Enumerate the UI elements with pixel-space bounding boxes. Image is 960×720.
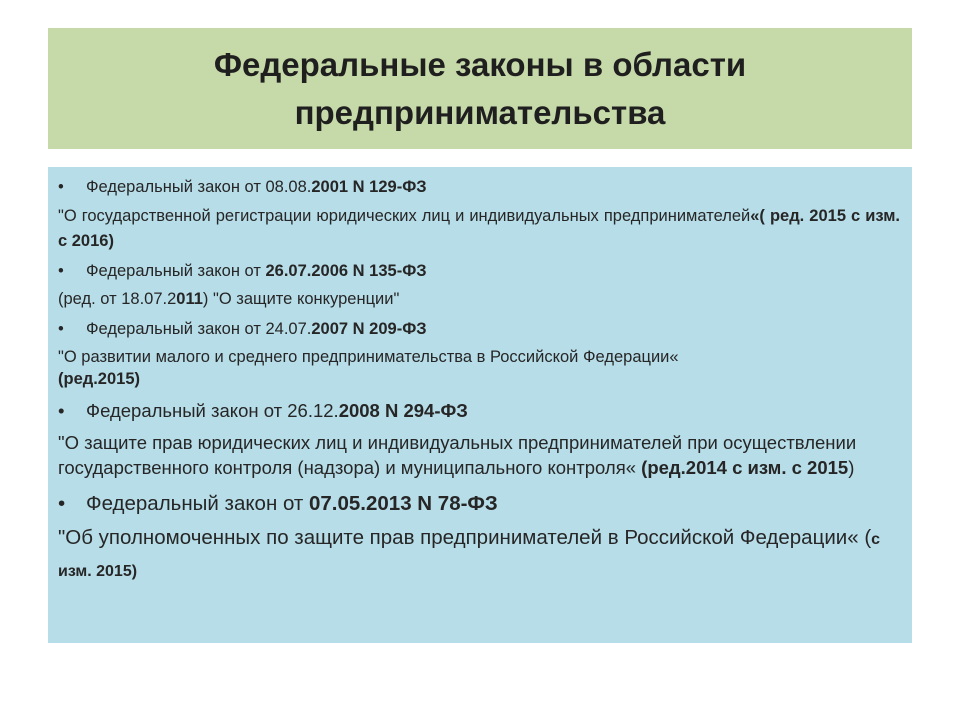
laws-list (48, 167, 912, 643)
law-heading (58, 318, 900, 340)
law-number: 2007 N 209-ФЗ (311, 320, 427, 338)
law-heading (58, 260, 900, 282)
bullet-icon: • (58, 400, 65, 421)
law-heading (58, 489, 900, 519)
law-description: (ред. от 18.07.2011) "О защите конкуренции" (58, 290, 400, 308)
slide-title: Федеральные законы в области предпринимательства (213, 45, 747, 131)
law-description: "О защите прав юридических лиц и индивидуальных предпринимателей при осуществлении государственного контроля (надзора) и муниципального контроля« (ред.2014 с изм. с 2015) (58, 432, 857, 478)
law-entry (58, 489, 900, 587)
law-number: 2008 N 294-ФЗ (338, 400, 468, 421)
law-prefix: Федеральный закон от (86, 492, 309, 515)
law-description: "О развитии малого и среднего предпринимательства в Российской Федерации« (ред.2015) (58, 348, 679, 388)
law-edition: с изм. 2015) (58, 531, 881, 580)
bullet-icon: • (58, 178, 64, 196)
law-edition: 011 (176, 290, 203, 308)
title-band (48, 28, 912, 149)
law-edition: (ред.2015) (58, 370, 141, 388)
law-entry (58, 318, 900, 390)
law-prefix: Федеральный закон от 08.08. (86, 178, 312, 196)
law-description: "Об уполномоченных по защите прав предпринимателей в Российской Федерации« (с изм. 2015) (58, 526, 881, 580)
law-heading (58, 398, 900, 423)
law-entry (58, 398, 900, 480)
law-edition: (ред.2014 с изм. с 2015 (636, 457, 849, 478)
law-number: 07.05.2013 N 78-ФЗ (309, 492, 498, 515)
law-entry (58, 260, 900, 310)
bullet-icon: • (58, 320, 64, 338)
law-prefix: Федеральный закон от 26.12. (86, 400, 339, 421)
law-prefix: Федеральный закон от (86, 262, 266, 280)
law-number: 26.07.2006 N 135-ФЗ (265, 262, 427, 280)
bullet-icon: • (58, 262, 64, 280)
law-edition: «( ред. 2015 с изм. с 2016) (58, 207, 900, 250)
law-heading (58, 176, 900, 198)
law-description: "О государственной регистрации юридических лиц и индивидуальных предпринимателей«( ред. 2015 с изм. с 2016) (58, 207, 900, 250)
law-entry (58, 176, 900, 254)
law-prefix: Федеральный закон от 24.07. (86, 320, 312, 338)
law-number: 2001 N 129-ФЗ (311, 178, 427, 196)
bullet-icon: • (58, 492, 66, 515)
